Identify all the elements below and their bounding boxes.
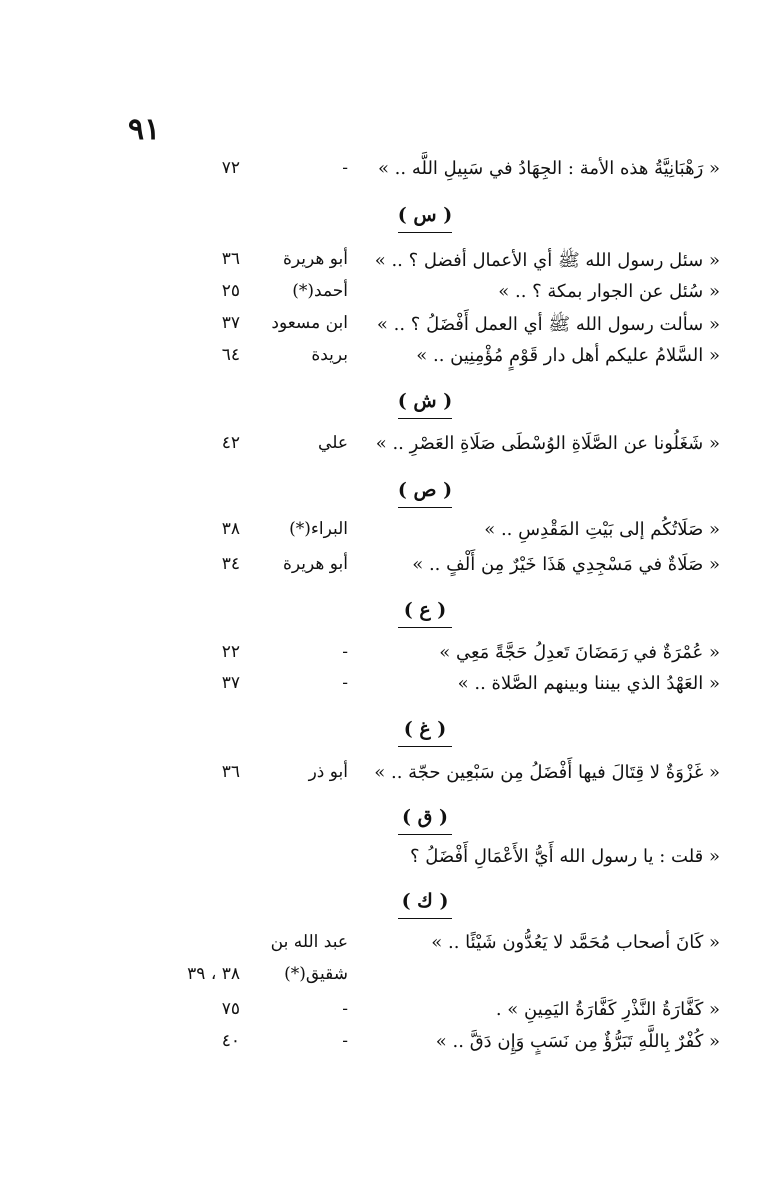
- narrator: أبو هريرة: [282, 249, 348, 269]
- section-letter: ( ك ): [401, 890, 449, 912]
- index-entry: [0, 642, 760, 674]
- section-letter-heading: [390, 479, 460, 508]
- section-letter-heading: [390, 599, 460, 628]
- hadith-text: « قلت : يا رسول الله أَيُّ الأَعْمَالِ أَفْضَلُ ؟: [409, 846, 720, 867]
- page-reference: ٣٤: [221, 554, 240, 574]
- index-entry: [0, 846, 760, 878]
- narrator: أبو ذر: [308, 762, 348, 782]
- hadith-text: « السَّلامُ عليكم أهل دار قَوْمٍ مُؤْمِنِين .. »: [416, 345, 720, 366]
- section-letter: ( س ): [397, 204, 453, 226]
- index-entry: [0, 433, 760, 465]
- section-letter-heading: [390, 806, 460, 835]
- section-letter: ( ص ): [397, 479, 453, 501]
- page-reference: ٧٥: [221, 999, 240, 1019]
- section-letter-heading: [390, 718, 460, 747]
- hadith-text: « كُفْرٌ بِاللَّهِ تَبَرُّؤٌ مِن نَسَبٍ وَإِن دَقَّ .. »: [435, 1031, 720, 1052]
- narrator: البراء(*): [289, 519, 348, 539]
- hadith-text: « عُمْرَةٌ في رَمَضَانَ تَعدِلُ حَجَّةً مَعِي »: [439, 642, 720, 663]
- heading-underline: [398, 746, 452, 747]
- index-entry: [0, 313, 760, 345]
- page-reference: ٦٤: [221, 345, 240, 365]
- section-letter-heading: [390, 204, 460, 233]
- hadith-text: « غَزْوَةٌ لا قِتَالَ فيها أَفْضَلُ مِن سَبْعِين حجّة .. »: [374, 762, 720, 783]
- narrator: علي: [318, 433, 348, 453]
- narrator: شقيق(*): [284, 964, 348, 984]
- index-entry: [0, 345, 760, 377]
- narrator: ابن مسعود: [271, 313, 348, 333]
- section-letter: ( ع ): [403, 599, 447, 621]
- hadith-text: « كَانَ أصحاب مُحَمَّد لا يَعُدُّون شَيْئًا .. »: [431, 932, 720, 953]
- narrator: -: [342, 642, 348, 662]
- index-entry: [0, 673, 760, 705]
- hadith-text: « رَهْبَانِيَّةُ هذه الأمة : الجِهَادُ في سَبِيلِ اللَّه .. »: [377, 158, 720, 179]
- section-letter-heading: [390, 390, 460, 419]
- page-reference: ٢٥: [221, 281, 240, 301]
- page-reference: ٤٢: [221, 433, 240, 453]
- hadith-text: « سئل رسول الله ﷺ أي الأعمال أفضل ؟ .. »: [374, 250, 720, 271]
- page-number: ٩١: [128, 112, 161, 147]
- hadith-text: « صَلَاةٌ في مَسْجِدِي هَذَا خَيْرٌ مِن أَلْفٍ .. »: [412, 554, 720, 575]
- heading-underline: [398, 918, 452, 919]
- index-entry: [0, 1031, 760, 1063]
- index-entry: [0, 249, 760, 281]
- narrator: بريدة: [311, 345, 348, 365]
- hadith-text: « كَفَّارَةُ النَّذْرِ كَفَّارَةُ اليَمِينِ » .: [495, 999, 720, 1020]
- hadith-text: « صَلَاتُكُم إلى بَيْتِ المَقْدِسِ .. »: [484, 519, 720, 540]
- index-entry: [0, 519, 760, 551]
- index-entry: [0, 762, 760, 794]
- hadith-text: « العَهْدُ الذي بيننا وبينهم الصَّلاة .. »: [457, 673, 720, 694]
- section-letter: ( ق ): [402, 806, 448, 828]
- index-entry: [0, 932, 760, 964]
- index-entry: [0, 554, 760, 586]
- index-entry: [0, 281, 760, 313]
- narrator: أبو هريرة: [282, 554, 348, 574]
- hadith-text: « سُئل عن الجوار بمكة ؟ .. »: [498, 281, 720, 302]
- narrator: عبد الله بن: [270, 932, 348, 952]
- page-reference: ٣٧: [221, 673, 240, 693]
- heading-underline: [398, 507, 452, 508]
- page-reference: ٣٨ ، ٣٩: [187, 964, 240, 984]
- index-entry: [0, 158, 760, 190]
- narrator: -: [342, 673, 348, 693]
- hadith-text: « شَغَلُونا عن الصَّلَاةِ الوُسْطَى صَلَاةِ العَصْرِ .. »: [375, 433, 720, 454]
- page-reference: ٣٨: [221, 519, 240, 539]
- narrator: أحمد(*): [292, 281, 348, 301]
- narrator: -: [342, 1031, 348, 1051]
- narrator: -: [342, 999, 348, 1019]
- page-reference: ٢٢: [221, 642, 240, 662]
- page-reference: ٣٦: [221, 249, 240, 269]
- narrator: -: [342, 158, 348, 178]
- heading-underline: [398, 627, 452, 628]
- index-entry: [0, 964, 760, 996]
- heading-underline: [398, 418, 452, 419]
- page-reference: ٧٢: [221, 158, 240, 178]
- page-reference: ٣٧: [221, 313, 240, 333]
- page-reference: ٣٦: [221, 762, 240, 782]
- heading-underline: [398, 232, 452, 233]
- index-entry: [0, 999, 760, 1031]
- hadith-text: « سألت رسول الله ﷺ أي العمل أَفْضَلُ ؟ .. »: [376, 314, 720, 335]
- heading-underline: [398, 834, 452, 835]
- section-letter: ( ش ): [397, 390, 453, 412]
- section-letter: ( غ ): [403, 718, 447, 740]
- page-reference: ٤٠: [221, 1031, 240, 1051]
- section-letter-heading: [390, 890, 460, 919]
